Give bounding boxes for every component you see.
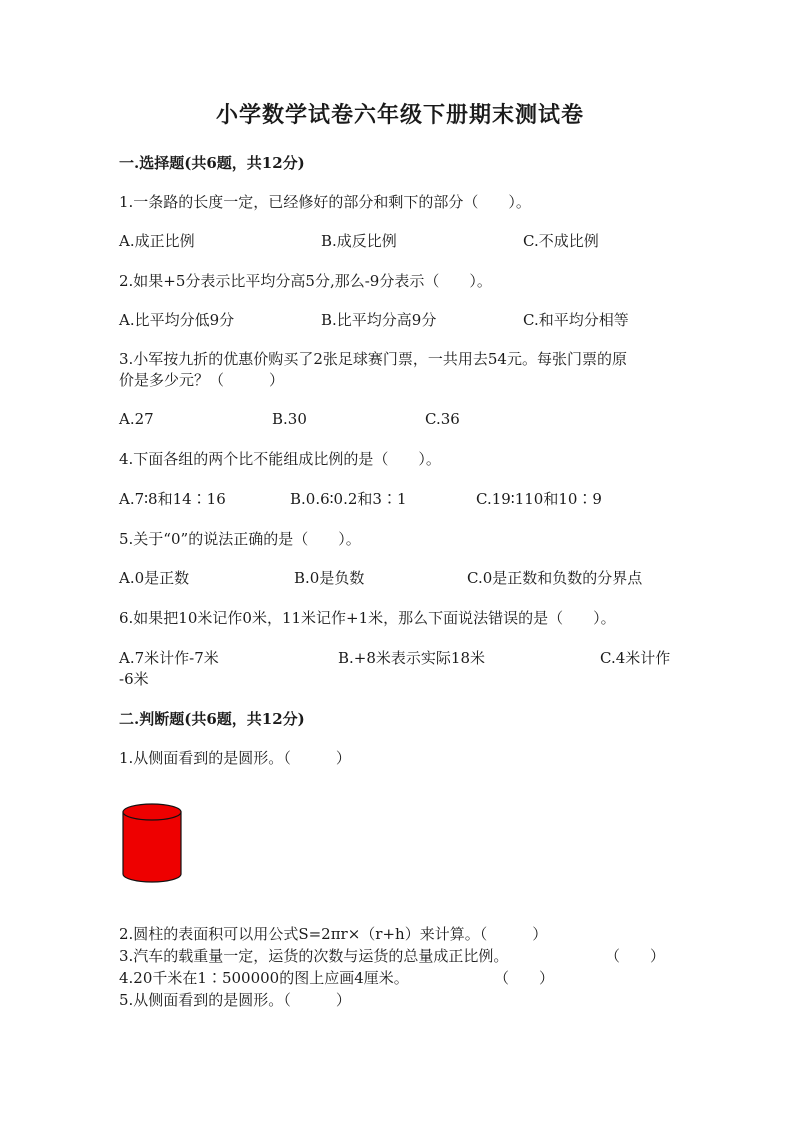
question-6-stem: 6.如果把10米记作0米，11米记作+1米，那么下面说法错误的是（ ）。	[119, 609, 616, 627]
judgement-3: 3.汽车的载重量一定，运货的次数与运货的总量成正比例。	[119, 947, 509, 965]
red-cylinder-figure	[120, 802, 184, 884]
judgement-4: 4.20千米在1∶500000的图上应画4厘米。	[119, 969, 409, 987]
page-title: 小学数学试卷六年级下册期末测试卷	[215, 102, 584, 128]
question-3-option-b: B.30	[272, 410, 307, 428]
question-5-option-c: C.0是正数和负数的分界点	[467, 569, 643, 587]
question-6-option-c: C.4米计作	[600, 649, 671, 667]
question-6-option-a: A.7米计作-7米	[119, 649, 219, 667]
question-2-stem: 2.如果+5分表示比平均分高5分,那么-9分表示（ ）。	[119, 272, 492, 290]
question-4-option-b: B.0.6∶0.2和3∶1	[290, 490, 407, 508]
judgement-1: 1.从侧面看到的是圆形。（ ）	[119, 749, 351, 767]
question-1-option-a: A.成正比例	[119, 232, 195, 250]
question-5-stem: 5.关于“0”的说法正确的是（ ）。	[119, 530, 361, 548]
question-3-option-a: A.27	[119, 410, 154, 428]
cylinder-top	[123, 804, 181, 820]
question-3-stem-line1: 3.小军按九折的优惠价购买了2张足球赛门票，一共用去54元。每张门票的原	[119, 350, 627, 368]
question-4-option-c: C.19∶110和10∶9	[476, 490, 602, 508]
question-6-option-c-wrap: -6米	[119, 670, 149, 688]
question-5-option-a: A.0是正数	[119, 569, 190, 587]
question-4-stem: 4.下面各组的两个比不能组成比例的是（ ）。	[119, 450, 441, 468]
question-3-option-c: C.36	[425, 410, 460, 428]
question-2-option-a: A.比平均分低9分	[119, 311, 235, 329]
judgement-4-answer-paren: （ ）	[494, 969, 555, 987]
judgement-5: 5.从侧面看到的是圆形。（ ）	[119, 991, 351, 1009]
section-heading-choice: 一.选择题(共6题，共12分)	[119, 154, 305, 172]
question-3-stem-line2: 价是多少元？（ ）	[119, 371, 285, 389]
question-1-stem: 1.一条路的长度一定，已经修好的部分和剩下的部分（ ）。	[119, 193, 531, 211]
section-heading-judgement: 二.判断题(共6题，共12分)	[119, 710, 305, 728]
question-1-option-c: C.不成比例	[523, 232, 599, 250]
judgement-3-answer-paren: （ ）	[605, 947, 666, 965]
question-2-option-c: C.和平均分相等	[523, 311, 629, 329]
judgement-2: 2.圆柱的表面积可以用公式S=2πr×（r+h）来计算。（ ）	[119, 925, 548, 943]
question-4-option-a: A.7∶8和14∶16	[119, 490, 226, 508]
cylinder-body	[123, 812, 181, 882]
question-1-option-b: B.成反比例	[321, 232, 397, 250]
question-5-option-b: B.0是负数	[294, 569, 365, 587]
question-6-option-b: B.+8米表示实际18米	[338, 649, 485, 667]
question-2-option-b: B.比平均分高9分	[321, 311, 437, 329]
